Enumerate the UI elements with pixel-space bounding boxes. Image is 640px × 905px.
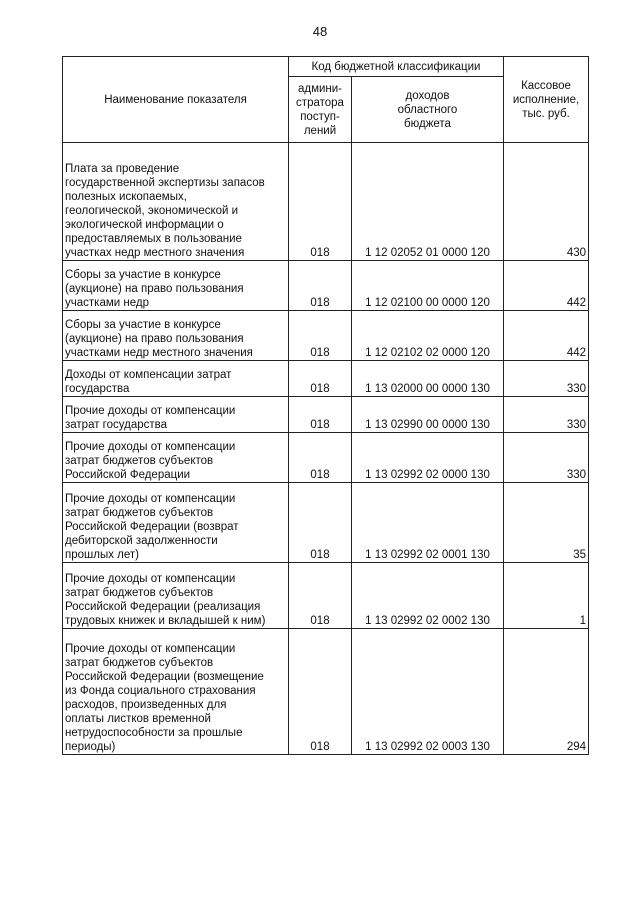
administrator-code: 018 [289, 311, 352, 361]
header-text-line: бюджета [404, 117, 451, 130]
header-text-line: поступ- [300, 110, 340, 123]
income-classification-code: 1 12 02100 00 0000 120 [352, 261, 504, 311]
header-text-line: тыс. руб. [522, 107, 570, 120]
indicator-name [63, 563, 289, 629]
cash-execution-amount: 35 [504, 483, 589, 563]
administrator-code: 018 [289, 261, 352, 311]
indicator-name [63, 361, 289, 397]
indicator-name-line: затрат государства [65, 419, 168, 431]
page-number: 48 [312, 24, 328, 39]
indicator-name-line: Сборы за участие в конкурсе [65, 269, 221, 281]
indicator-name [63, 433, 289, 483]
indicator-name-line: периоды) [65, 741, 116, 753]
header-text-line: областного [397, 103, 458, 116]
indicator-name-line: участками недр местного значения [65, 347, 253, 359]
admin-column-header [289, 77, 352, 143]
administrator-code: 018 [289, 433, 352, 483]
administrator-code: 018 [289, 143, 352, 261]
header-text-line: Кассовое [521, 79, 571, 92]
indicator-name-line: затрат бюджетов субъектов [65, 587, 214, 599]
indicator-name-line: Российской Федерации (возмещение [65, 671, 264, 683]
indicator-name-line: Российской Федерации [65, 469, 191, 481]
indicator-name-line: (аукционе) на право пользования [65, 333, 244, 345]
indicator-name-line: геологической, экономической и [65, 205, 239, 217]
indicator-name-line: Прочие доходы от компенсации [65, 493, 236, 505]
income-classification-code: 1 13 02992 02 0001 130 [352, 483, 504, 563]
indicator-name-line: (аукционе) на право пользования [65, 283, 244, 295]
administrator-code: 018 [289, 483, 352, 563]
indicator-name-line: Российской Федерации (возврат [65, 521, 239, 533]
indicator-name-line: Плата за проведение [65, 163, 180, 175]
table-row [63, 311, 589, 361]
name-column-header: Наименование показателя [63, 57, 289, 143]
indicator-name-line: из Фонда социального страхования [65, 685, 256, 697]
table-row [63, 261, 589, 311]
indicator-name [63, 629, 289, 755]
administrator-code: 018 [289, 397, 352, 433]
indicator-name-line: участках недр местного значения [65, 247, 245, 259]
indicator-name-line: дебиторской задолженности [65, 535, 218, 547]
cash-execution-amount: 330 [504, 433, 589, 483]
table-row [63, 629, 589, 755]
income-classification-code: 1 12 02102 02 0000 120 [352, 311, 504, 361]
budget-table [62, 56, 589, 755]
indicator-name-line: участками недр [65, 297, 149, 309]
income-column-header [352, 77, 504, 143]
indicator-name-line: государственной экспертизы запасов [65, 177, 265, 189]
indicator-name-line: трудовых книжек и вкладышей к ним) [65, 615, 266, 627]
indicator-name-line: прошлых лет) [65, 549, 139, 561]
cash-execution-amount: 330 [504, 397, 589, 433]
cash-execution-amount: 442 [504, 311, 589, 361]
table-row [63, 361, 589, 397]
indicator-name-line: нетрудоспособности за прошлые [65, 727, 243, 739]
indicator-name-line: Российской Федерации (реализация [65, 601, 261, 613]
income-classification-code: 1 13 02992 02 0002 130 [352, 563, 504, 629]
income-classification-code: 1 13 02992 02 0000 130 [352, 433, 504, 483]
indicator-name-line: оплаты листков временной [65, 713, 211, 725]
indicator-name-line: Прочие доходы от компенсации [65, 573, 236, 585]
indicator-name-line: предоставляемых в пользование [65, 233, 242, 245]
indicator-name [63, 143, 289, 261]
cash-execution-amount: 1 [504, 563, 589, 629]
cash-execution-amount: 442 [504, 261, 589, 311]
table-body [63, 143, 589, 755]
header-text-line: лений [303, 124, 337, 137]
indicator-name-line: Сборы за участие в конкурсе [65, 319, 221, 331]
indicator-name-line: Доходы от компенсации затрат [65, 369, 232, 381]
administrator-code: 018 [289, 361, 352, 397]
table-row [63, 143, 589, 261]
indicator-name-line: Прочие доходы от компенсации [65, 643, 236, 655]
indicator-name-line: затрат бюджетов субъектов [65, 507, 214, 519]
indicator-name [63, 483, 289, 563]
header-text-line: админи- [297, 82, 343, 95]
income-classification-code: 1 13 02990 00 0000 130 [352, 397, 504, 433]
administrator-code: 018 [289, 629, 352, 755]
income-classification-code: 1 12 02052 01 0000 120 [352, 143, 504, 261]
cash-execution-amount: 430 [504, 143, 589, 261]
amount-column-header [504, 57, 589, 143]
indicator-name-line: Прочие доходы от компенсации [65, 405, 236, 417]
indicator-name-line: затрат бюджетов субъектов [65, 657, 214, 669]
table-header [63, 57, 589, 143]
indicator-name-line: полезных ископаемых, [65, 191, 187, 203]
indicator-name-line: государства [65, 383, 130, 395]
table-row [63, 563, 589, 629]
administrator-code: 018 [289, 563, 352, 629]
cash-execution-amount: 294 [504, 629, 589, 755]
indicator-name-line: экологической информации о [65, 219, 224, 231]
indicator-name [63, 397, 289, 433]
header-text-line: исполнение, [512, 93, 580, 106]
indicator-name [63, 261, 289, 311]
indicator-name-line: Прочие доходы от компенсации [65, 441, 236, 453]
header-text-line: доходов [405, 89, 450, 102]
code-group-header: Код бюджетной классификации [289, 57, 504, 77]
indicator-name-line: расходов, произведенных для [65, 699, 227, 711]
table-row [63, 433, 589, 483]
indicator-name [63, 311, 289, 361]
header-text-line: стратора [296, 96, 344, 109]
table-row [63, 397, 589, 433]
income-classification-code: 1 13 02000 00 0000 130 [352, 361, 504, 397]
cash-execution-amount: 330 [504, 361, 589, 397]
table-row [63, 483, 589, 563]
indicator-name-line: затрат бюджетов субъектов [65, 455, 214, 467]
income-classification-code: 1 13 02992 02 0003 130 [352, 629, 504, 755]
